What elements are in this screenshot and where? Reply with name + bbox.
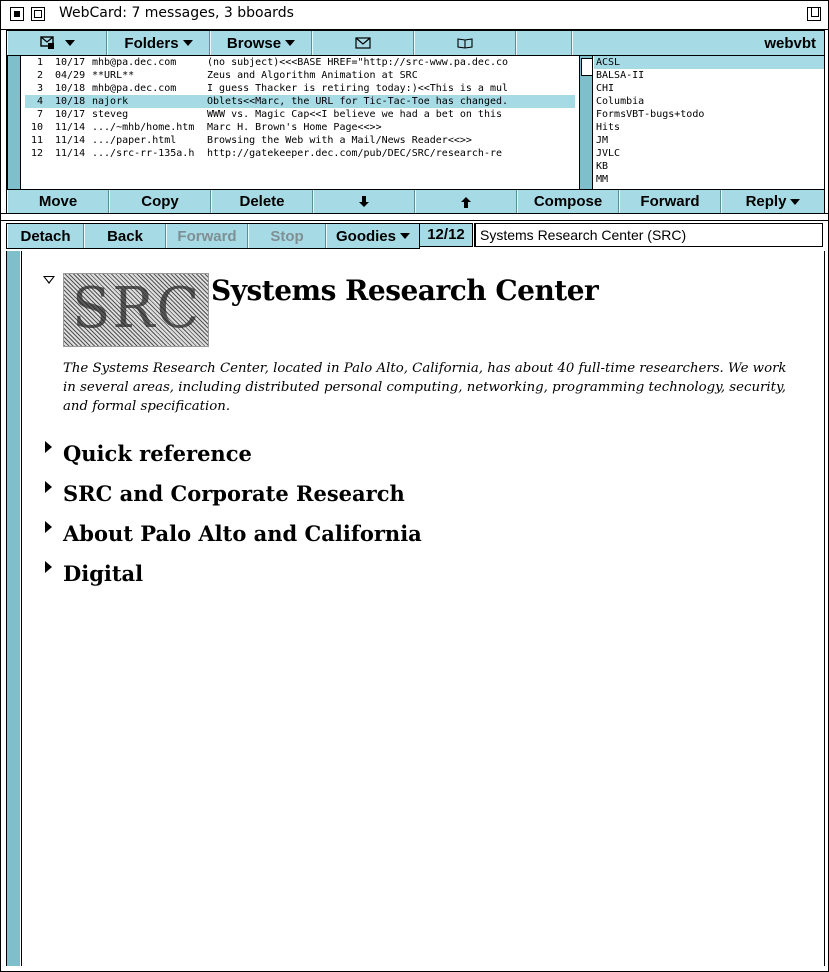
link-palo-alto-california[interactable]: About Palo Alto and California (63, 521, 422, 546)
message-row[interactable] (25, 69, 575, 82)
message-row[interactable] (25, 82, 575, 95)
page-heading: Systems Research Center (211, 274, 599, 307)
compose-button[interactable]: Compose (517, 190, 619, 213)
user-name: webvbt (572, 31, 822, 55)
collapse-triangle-icon[interactable] (43, 276, 55, 284)
previous-message-button[interactable] (415, 190, 517, 213)
message-num: 4 (36, 96, 43, 107)
message-row[interactable] (25, 56, 575, 69)
expand-triangle-icon[interactable] (45, 561, 52, 573)
browse-menu-button[interactable] (210, 31, 312, 55)
message-row[interactable] (25, 134, 575, 147)
expand-triangle-icon[interactable] (45, 441, 52, 453)
chevron-down-icon (400, 233, 410, 239)
reply-menu-button[interactable] (721, 190, 824, 213)
page-description: The Systems Research Center, located in Palo Alto, California, has about 40 full-time researchers. We work in several areas, including distributed personal computing, networking, programming technology, security, and formal specification. (63, 361, 787, 414)
forward-message-button[interactable]: Forward (619, 190, 721, 213)
message-date: 11/14 (55, 122, 86, 133)
message-from: steveg (92, 109, 129, 120)
reply-label: Reply (745, 193, 787, 210)
book-icon (457, 37, 473, 49)
bboard-item[interactable]: Columbia (596, 96, 645, 107)
browse-label: Browse (226, 34, 282, 52)
message-date: 11/14 (55, 148, 86, 159)
message-from: .../~mhb/home.htm (92, 122, 195, 133)
arrow-up-icon (460, 196, 472, 208)
bboard-item[interactable]: CHI (596, 83, 615, 94)
back-button[interactable]: Back (84, 224, 166, 248)
action-toolbar (6, 189, 825, 214)
message-from: mhb@pa.dec.com (92, 57, 177, 68)
message-subject: http://gatekeeper.dec.com/pub/DEC/SRC/research-re (207, 148, 503, 159)
bboard-item[interactable]: ACSL (594, 56, 824, 69)
message-date: 11/14 (55, 135, 86, 146)
message-subject: WWW vs. Magic Cap<<I believe we had a bet on this (207, 109, 503, 120)
message-num: 11 (30, 135, 43, 146)
chevron-down-icon (183, 40, 193, 46)
message-scrollbar[interactable] (7, 56, 21, 189)
expand-triangle-icon[interactable] (45, 481, 52, 493)
envelope-icon (355, 37, 371, 49)
icon-menu-button[interactable] (7, 31, 107, 55)
bboard-item[interactable]: MM (596, 174, 609, 185)
message-subject: Zeus and Algorithm Animation at SRC (207, 70, 418, 81)
message-num: 12 (30, 148, 43, 159)
bboard-item[interactable]: KB (596, 161, 609, 172)
forward-button[interactable]: Forward (166, 224, 248, 248)
message-subject: I guess Thacker is retiring today:)<<This is a mul (207, 83, 509, 94)
envelope-button[interactable] (312, 31, 414, 55)
link-quick-reference[interactable]: Quick reference (63, 441, 252, 466)
message-num: 7 (36, 109, 43, 120)
grow-box-icon[interactable] (807, 7, 821, 21)
bboard-item[interactable]: Hits (596, 122, 621, 133)
folders-menu-button[interactable] (107, 31, 210, 55)
message-subject: Browsing the Web with a Mail/News Reader<<>> (207, 135, 472, 146)
link-digital[interactable]: Digital (63, 561, 144, 586)
scroll-thumb[interactable] (581, 58, 593, 76)
message-date: 10/17 (55, 109, 86, 120)
logo-text: SRC (72, 276, 202, 341)
bboard-list (594, 56, 824, 189)
chevron-down-icon (65, 40, 75, 46)
page-counter: 12/12 (419, 223, 473, 247)
bboard-item[interactable]: BALSA-II (596, 70, 645, 81)
toolbar-spacer (516, 31, 572, 55)
arrow-down-icon (358, 196, 370, 208)
message-row[interactable] (25, 95, 575, 108)
main-toolbar (6, 30, 825, 56)
message-num: 3 (36, 83, 43, 94)
page-title-field[interactable]: Systems Research Center (SRC) (474, 223, 823, 247)
stop-button[interactable]: Stop (248, 224, 326, 248)
content-scrollbar[interactable] (6, 251, 20, 966)
chevron-down-icon (790, 199, 800, 205)
message-row[interactable] (25, 121, 575, 134)
detach-button[interactable]: Detach (7, 224, 84, 248)
bboard-item[interactable]: JVLC (596, 148, 621, 159)
expand-triangle-icon[interactable] (45, 521, 52, 533)
link-src-corporate-research[interactable]: SRC and Corporate Research (63, 481, 405, 506)
next-message-button[interactable] (313, 190, 415, 213)
goodies-label: Goodies (335, 227, 396, 245)
message-subject: Marc H. Brown's Home Page<<>> (207, 122, 382, 133)
message-subject: Oblets<<Marc, the URL for Tic-Tac-Toe has changed. (207, 96, 509, 107)
message-from: mhb@pa.dec.com (92, 83, 177, 94)
message-subject: (no subject)<<<BASE HREF="http://src-www.pa.dec.co (207, 57, 509, 68)
message-num: 2 (36, 70, 43, 81)
iconify-box-icon[interactable] (31, 7, 45, 21)
bboard-item[interactable]: JM (596, 135, 609, 146)
message-list (25, 56, 575, 189)
message-from: najork (92, 96, 129, 107)
window-title: WebCard: 7 messages, 3 bboards (59, 5, 294, 21)
message-from: .../paper.html (92, 135, 177, 146)
pane-divider[interactable] (1, 213, 828, 221)
message-date: 10/18 (55, 96, 86, 107)
message-num: 1 (36, 57, 43, 68)
message-pane (6, 55, 825, 190)
delete-button[interactable]: Delete (211, 190, 313, 213)
goodies-menu-button[interactable] (326, 224, 419, 248)
message-num: 10 (30, 122, 43, 133)
src-logo (63, 273, 209, 347)
close-box-icon[interactable] (10, 7, 24, 21)
chevron-down-icon (285, 40, 295, 46)
message-date: 04/29 (55, 70, 86, 81)
title-bar (1, 1, 828, 30)
browser-toolbar (6, 223, 420, 249)
book-button[interactable] (414, 31, 516, 55)
message-row[interactable] (25, 108, 575, 121)
bboard-scrollbar[interactable] (579, 56, 593, 189)
message-from: **URL** (92, 70, 135, 81)
message-date: 10/17 (55, 57, 86, 68)
copy-button[interactable]: Copy (109, 190, 211, 213)
bboard-item[interactable]: FormsVBT-bugs+todo (596, 109, 705, 120)
message-from: .../src-rr-135a.h (92, 148, 195, 159)
move-button[interactable]: Move (7, 190, 109, 213)
mail-tag-icon (39, 35, 61, 51)
folders-label: Folders (124, 34, 179, 52)
message-row[interactable] (25, 147, 575, 160)
message-date: 10/18 (55, 83, 86, 94)
